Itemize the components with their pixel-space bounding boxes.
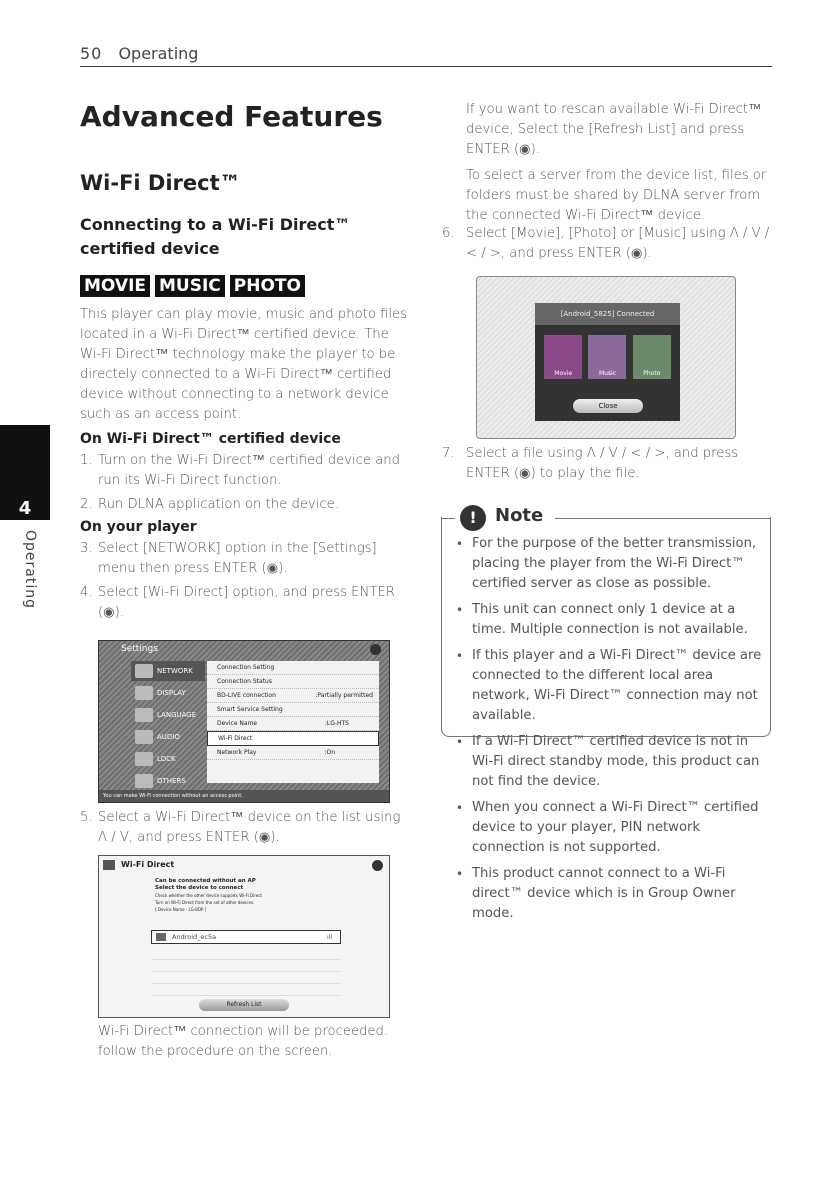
menu-audio-label: AUDIO: [157, 733, 180, 741]
note-item: • This product cannot connect to a Wi-Fi direct™ device which is in Group Owner mode.: [452, 864, 762, 924]
note-item: • For the purpose of the better transmission, placing the player from the Wi-Fi Direct™ certified server as close as possible.: [452, 534, 762, 594]
step-3: 3. Select [NETWORK] option in the [Settings] menu then press ENTER (◉).: [80, 539, 410, 579]
note-text: This unit can connect only 1 device at a time. Multiple connection is not available.: [472, 602, 748, 637]
step-7-text: Select a file using Λ / V / < / >, and press ENTER (◉) to play the file.: [466, 446, 739, 481]
note-item: • When you connect a Wi-Fi Direct™ certified device to your player, PIN network connection is not supported.: [452, 798, 762, 858]
settings-title: Settings: [121, 644, 158, 654]
option-row: [207, 746, 379, 760]
settings-menu: [131, 659, 205, 793]
note-list: [452, 534, 762, 930]
device-name: Android_ec5a: [172, 933, 217, 941]
device-list: [151, 948, 341, 996]
section-title: Wi-Fi Direct™: [80, 171, 241, 195]
intro-text: This player can play movie, music and photo files located in a Wi-Fi Direct™ certified device. The Wi-Fi Direct™ technology make the player to be directely connected to a Wi-Fi Direct™ certified device without connecting to a network device such as an access point.: [80, 307, 408, 422]
lock-icon: [135, 752, 153, 766]
page-header: [80, 44, 198, 63]
menu-language: [131, 705, 205, 725]
after-step-5: Wi-Fi Direct™ connection will be proceeded. follow the procedure on the screen.: [98, 1024, 389, 1059]
dlna-items: [535, 335, 680, 379]
option-label: Device Name: [217, 720, 258, 727]
wifi-line1: Can be connected without an AP: [155, 878, 256, 884]
page-number: 50: [80, 44, 103, 63]
chapter-label: Operating: [22, 530, 38, 609]
wifi-title: Wi-Fi Direct: [121, 860, 175, 869]
step-5-text: Select a Wi-Fi Direct™ device on the list using Λ / V, and press ENTER (◉).: [98, 810, 401, 845]
dlna-text: To select a server from the device list, files or folders must be shared by DLNA server from the connected Wi-Fi Direct™ device.: [466, 168, 767, 223]
step-4-text: Select [Wi-Fi Direct] option, and press ENTER (◉).: [98, 585, 395, 620]
wifi-line2: Select the device to connect: [155, 885, 244, 891]
device-row: [151, 930, 341, 944]
step-2: 2. Run DLNA application on the device.: [80, 495, 410, 515]
music-item: [588, 335, 626, 379]
close-button: Close: [573, 399, 643, 413]
note-title: Note: [495, 505, 544, 526]
note-item: • If a Wi-Fi Direct™ certified device is not in Wi-Fi direct standby mode, this product can not find the device.: [452, 732, 762, 792]
section-heading: Connecting to a Wi-Fi Direct™ certified device: [80, 215, 351, 258]
note-text: For the purpose of the better transmission, placing the player from the Wi-Fi Direct™ certified server as close as possible.: [472, 536, 757, 591]
device-icon: [156, 933, 166, 941]
menu-network-label: NETWORK: [157, 667, 193, 675]
settings-screenshot: [98, 640, 390, 803]
step-5: 5. Select a Wi-Fi Direct™ device on the list using Λ / V, and press ENTER (◉).: [80, 808, 410, 848]
menu-network: [131, 661, 205, 681]
note-item: • If this player and a Wi-Fi Direct™ device are connected to the different local area network, Wi-Fi Direct™ connection may not available.: [452, 646, 762, 726]
option-row: [207, 717, 379, 731]
step-6: 6. Select [Movie], [Photo] or [Music] using Λ / V / < / >, and press ENTER (◉).: [442, 224, 772, 264]
page-title: Advanced Features: [80, 100, 383, 133]
left-column: [80, 100, 410, 623]
step-2-text: Run DLNA application on the device.: [98, 497, 339, 512]
option-value: :Partially permitted: [315, 692, 373, 699]
refresh-button: Refresh List: [199, 999, 289, 1011]
option-row: [207, 661, 379, 675]
note-item: • This unit can connect only 1 device at a time. Multiple connection is not available.: [452, 600, 762, 640]
movie-item: [544, 335, 582, 379]
wifi-direct-screenshot: [98, 855, 390, 1018]
page-section: Operating: [118, 44, 199, 63]
language-icon: [135, 708, 153, 722]
settings-options: [207, 661, 379, 783]
right-column: [466, 100, 772, 226]
signal-icon: ıll: [326, 933, 332, 941]
wifi-icon: [103, 860, 115, 870]
wifi-line5: [ Device Name : LG-BDP ]: [155, 907, 207, 912]
step-1: 1. Turn on the Wi-Fi Direct™ certified device and run its Wi-Fi Direct function.: [80, 451, 410, 491]
photo-item: [633, 335, 671, 379]
wifi-line4: Turn on Wi-Fi Direct from the set of other devices.: [155, 900, 255, 905]
step-3-text: Select [NETWORK] option in the [Settings] menu then press ENTER (◉).: [98, 541, 377, 576]
step-6-text: Select [Movie], [Photo] or [Music] using Λ / V / < / >, and press ENTER (◉).: [466, 226, 770, 261]
step-4: 4. Select [Wi-Fi Direct] option, and press ENTER (◉).: [80, 583, 410, 623]
subheading-device: On Wi-Fi Direct™ certified device: [80, 431, 341, 447]
chapter-number: 4: [18, 498, 32, 519]
menu-others: [131, 771, 205, 791]
music-label: Music: [598, 370, 617, 377]
step-7: 7. Select a file using Λ / V / < / >, and press ENTER (◉) to play the file.: [442, 444, 772, 484]
menu-language-label: LANGUAGE: [157, 711, 197, 719]
display-icon: [135, 686, 153, 700]
note-text: This product cannot connect to a Wi-Fi direct™ device which is in Group Owner mode.: [472, 866, 736, 921]
back-icon: [370, 644, 381, 655]
movie-label: Movie: [554, 370, 573, 377]
step-1-text: Turn on the Wi-Fi Direct™ certified device and run its Wi-Fi Direct function.: [98, 453, 401, 488]
badge-movie: MOVIE: [80, 275, 150, 297]
option-label: Connection Setting: [217, 664, 275, 671]
note-text: If this player and a Wi-Fi Direct™ device are connected to the different local area network, Wi-Fi Direct™ connection may not available.: [472, 648, 762, 723]
option-value: :On: [324, 749, 335, 756]
menu-display: [131, 683, 205, 703]
subheading-player: On your player: [80, 519, 197, 535]
settings-footer: You can make Wi-Fi connection without an access point.: [99, 790, 389, 802]
menu-display-label: DISPLAY: [157, 689, 186, 697]
option-label: Wi-Fi Direct: [218, 735, 253, 742]
note-text: If a Wi-Fi Direct™ certified device is not in Wi-Fi direct standby mode, this product can not find the device.: [472, 734, 760, 789]
header-rule: [80, 66, 772, 67]
network-icon: [135, 664, 153, 678]
wifi-line3: Check whether the other device supports Wi-Fi Direct: [155, 893, 263, 898]
note-text: When you connect a Wi-Fi Direct™ certified device to your player, PIN network connection is not supported.: [472, 800, 759, 855]
menu-lock-label: LOCK: [157, 755, 176, 763]
option-row: [207, 675, 379, 689]
badge-photo: PHOTO: [230, 275, 305, 297]
photo-label: Photo: [643, 370, 661, 377]
option-label: Smart Service Setting: [217, 706, 283, 713]
option-label: BD-LIVE connection: [217, 692, 276, 699]
option-row: [207, 689, 379, 703]
dlna-banner: [Android_5825] Connected: [535, 303, 680, 325]
dlna-screenshot: [476, 276, 736, 439]
option-label: Network Play: [217, 749, 257, 756]
media-badges: [80, 275, 410, 297]
option-value: :LG-HTS: [324, 720, 349, 727]
exclamation-icon: !: [460, 505, 486, 531]
menu-lock: [131, 749, 205, 769]
badge-music: MUSIC: [155, 275, 225, 297]
rescan-text: If you want to rescan available Wi-Fi Direct™ device, Select the [Refresh List] and press ENTER (◉).: [466, 102, 762, 157]
menu-others-label: OTHERS: [157, 777, 186, 785]
option-row: [207, 703, 379, 717]
option-row-selected: [207, 731, 379, 746]
menu-audio: [131, 727, 205, 747]
dlna-dialog: [535, 303, 680, 421]
wifi-info: [155, 878, 262, 913]
settings-titlebar: [99, 641, 389, 657]
option-label: Connection Status: [217, 678, 272, 685]
back-icon: [372, 860, 383, 871]
others-icon: [135, 774, 153, 788]
audio-icon: [135, 730, 153, 744]
